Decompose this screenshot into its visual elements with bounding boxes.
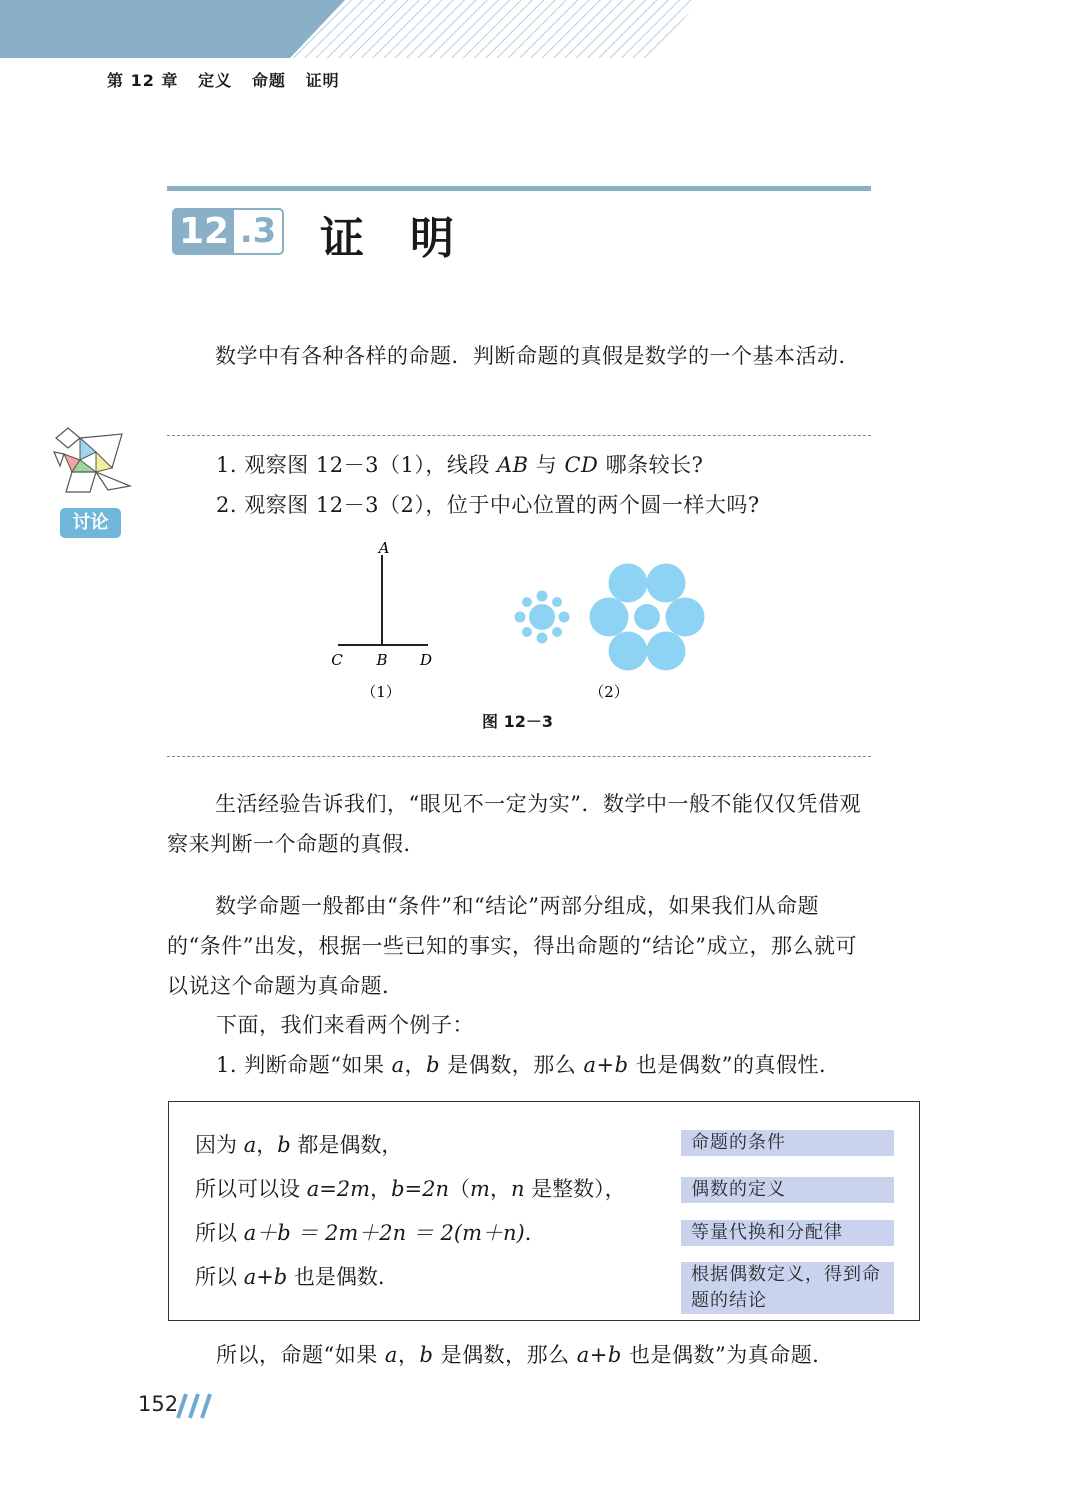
page-number: 152	[138, 1392, 179, 1416]
note-conclusion: 根据偶数定义，得到命题的结论	[681, 1262, 894, 1314]
discussion-label: 讨论	[60, 508, 121, 538]
note-proposition-condition: 命题的条件	[681, 1130, 894, 1156]
chapter-number: 第 12 章	[107, 71, 179, 90]
proof-line-1: 因为 a，b 都是偶数，	[195, 1133, 403, 1157]
point-c-label: C	[331, 651, 343, 669]
point-b-label: B	[376, 651, 388, 669]
header-band	[0, 0, 1082, 60]
figure-12-3	[320, 535, 720, 705]
example-1-statement: 1. 判断命题“如果 a，b 是偶数，那么 a+b 也是偶数”的真假性．	[216, 1053, 841, 1077]
proof-line-3: 所以 a＋b ＝ 2m＋2n ＝ 2(m＋n)．	[195, 1221, 546, 1245]
note-substitution-distributive: 等量代换和分配律	[681, 1220, 894, 1246]
chapter-title-definition: 定义	[198, 71, 233, 90]
conclusion-statement: 所以，命题“如果 a，b 是偶数，那么 a+b 也是偶数”为真命题．	[216, 1343, 834, 1367]
intro-paragraph: 数学中有各种各样的命题．判断命题的真假是数学的一个基本活动．	[215, 344, 860, 368]
paragraph-condition-conclusion: 数学命题一般都由“条件”和“结论”两部分组成，如果我们从命题的“条件”出发，根据一些已知的事实，得出命题的“结论”成立，那么就可以说这个命题为真命题．	[167, 894, 857, 998]
segment-cd: CD	[564, 453, 599, 477]
ebbinghaus-small-surround	[515, 591, 570, 644]
figure-left-label: （1）	[361, 683, 401, 701]
paragraph-examples-intro: 下面，我们来看两个例子：	[216, 1013, 474, 1037]
section-number-sub: .3	[239, 211, 277, 251]
section-rule	[167, 186, 871, 191]
chapter-header	[107, 68, 340, 91]
discussion-top-divider	[167, 435, 871, 436]
proof-box	[168, 1101, 920, 1321]
paragraph-life-experience: 生活经验告诉我们，“眼见不一定为实”．数学中一般不能仅仅凭借观察来判断一个命题的真假．	[167, 792, 861, 856]
chapter-title-proposition: 命题	[251, 71, 286, 90]
proof-line-2: 所以可以设 a=2m，b=2n（m，n 是整数），	[195, 1177, 626, 1201]
ebbinghaus-large-surround	[590, 564, 705, 671]
point-d-label: D	[419, 651, 433, 669]
tangram-icon	[50, 426, 132, 498]
proof-line-4: 所以 a+b 也是偶数.	[195, 1265, 385, 1289]
section-number-main: 12	[174, 210, 234, 253]
point-a-label: A	[378, 539, 390, 557]
note-even-definition: 偶数的定义	[681, 1177, 894, 1203]
segment-ab: AB	[497, 453, 529, 477]
chapter-title-proof: 证明	[305, 71, 340, 90]
discussion-bottom-divider	[167, 756, 871, 757]
figure-right-label: （2）	[589, 683, 629, 701]
page-slashes-decoration	[176, 1392, 216, 1420]
discussion-question-2: 2. 观察图 12－3（2），位于中心位置的两个圆一样大吗?	[216, 493, 760, 517]
section-title: 证明	[320, 213, 500, 264]
section-number-badge	[172, 208, 284, 255]
discussion-question-1: 1. 观察图 12－3（1），线段 AB 与 CD 哪条较长?	[216, 453, 704, 477]
figure-caption: 图 12－3	[482, 712, 553, 731]
